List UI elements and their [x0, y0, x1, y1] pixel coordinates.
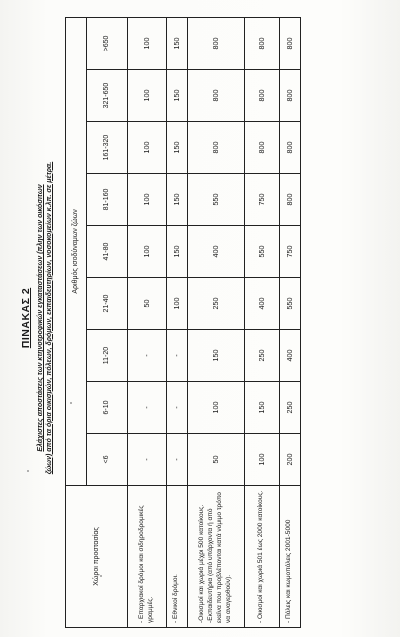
table-cell: 100 — [244, 434, 279, 486]
column-header: 81-160 — [86, 174, 127, 226]
table-cell: - — [127, 382, 166, 434]
table-cell: 750 — [244, 174, 279, 226]
table-cell: 50 — [127, 278, 166, 330]
table-cell: - — [166, 382, 187, 434]
table-cell: 800 — [187, 17, 244, 69]
table-row — [244, 17, 279, 627]
table-cell: 100 — [127, 17, 166, 69]
table-cell: 800 — [187, 122, 244, 174]
column-header: >650 — [86, 17, 127, 69]
row-label: - Πόλεις και κωμοπόλεις 2001-5000 — [279, 486, 300, 628]
row-label: - Οικισμοί και χωριά 501 έως 2000 κατοίκους. — [244, 486, 279, 628]
equivalent-animals-header: Αριθμός ισοδύναμων ζώων — [65, 17, 86, 485]
table-cell: 100 — [127, 174, 166, 226]
table-cell: 150 — [166, 122, 187, 174]
column-header: <6 — [86, 434, 127, 486]
table-cell: 800 — [279, 17, 300, 69]
table-cell: - — [127, 330, 166, 382]
table-cell: 250 — [279, 382, 300, 434]
table-cell: 800 — [244, 122, 279, 174]
table-cell: 800 — [244, 17, 279, 69]
table-cell: 800 — [279, 70, 300, 122]
table-cell: 800 — [279, 122, 300, 174]
table-cell: 800 — [244, 70, 279, 122]
table-cell: 150 — [244, 382, 279, 434]
document-header — [20, 8, 55, 628]
table-row — [127, 17, 166, 627]
table-cell: 100 — [166, 278, 187, 330]
table-row — [166, 17, 187, 627]
table-cell: 550 — [279, 278, 300, 330]
table-cell: 150 — [166, 174, 187, 226]
table-cell: 400 — [187, 226, 244, 278]
table-row — [279, 17, 300, 627]
table-subtitle-line-2: ζώων) από τα όρια οικισμών, πόλεων, δρόμων, εκπαιδευτηρίων, νοσοκομείων κ.λπ. σε μέτρα. — [45, 161, 53, 475]
table-cell: 150 — [166, 70, 187, 122]
table-cell: 200 — [279, 434, 300, 486]
table-cell: 750 — [279, 226, 300, 278]
table-cell: 550 — [244, 226, 279, 278]
row-label: - Επαρχιακοί δρόμοι και σιδηροδρομικές γραμμές. — [127, 486, 166, 628]
column-header: 41-80 — [86, 226, 127, 278]
table-cell: 400 — [279, 330, 300, 382]
protection-spaces-header: Χώροι προστασίας — [65, 486, 127, 628]
rotated-document-sheet — [20, 8, 360, 628]
table-cell: 800 — [187, 70, 244, 122]
table-cell: 150 — [166, 226, 187, 278]
column-header: 11-20 — [86, 330, 127, 382]
table-cell: 800 — [279, 174, 300, 226]
table-cell: 100 — [187, 382, 244, 434]
distances-table — [65, 17, 301, 628]
table-cell: 50 — [187, 434, 244, 486]
column-header: 161-320 — [86, 122, 127, 174]
column-header: 21-40 — [86, 278, 127, 330]
table-cell: 250 — [244, 330, 279, 382]
table-title: ΠΙΝΑΚΑΣ 2 — [20, 287, 32, 349]
table-row — [187, 17, 244, 627]
table-subtitle-line-1: Ελάχιστες αποστάσεις των κτηνοτροφικών εγκαταστάσεων (πλην των οικόσιτων — [37, 184, 45, 452]
row-label: -Οικισμοί και χωριά μέχρι 500 κατοίκους. -Εκπαιδευτήρια (από υπάρχοντα ή από εκείνα που προβλέπονται κατά νόμιμο τρόπο να αναγερθούν). — [187, 486, 244, 628]
table-cell: 250 — [187, 278, 244, 330]
table-cell: 400 — [244, 278, 279, 330]
table-cell: 100 — [127, 122, 166, 174]
table-cell: - — [166, 434, 187, 486]
row-label: - Εθνικοί δρόμοι. — [166, 486, 187, 628]
table-cell: 100 — [127, 70, 166, 122]
table-cell: 150 — [166, 17, 187, 69]
table-cell: - — [127, 434, 166, 486]
table-cell: - — [166, 330, 187, 382]
table-cell: 150 — [187, 330, 244, 382]
table-cell: 550 — [187, 174, 244, 226]
column-header: 6-10 — [86, 382, 127, 434]
column-header: 321-650 — [86, 70, 127, 122]
table-cell: 100 — [127, 226, 166, 278]
